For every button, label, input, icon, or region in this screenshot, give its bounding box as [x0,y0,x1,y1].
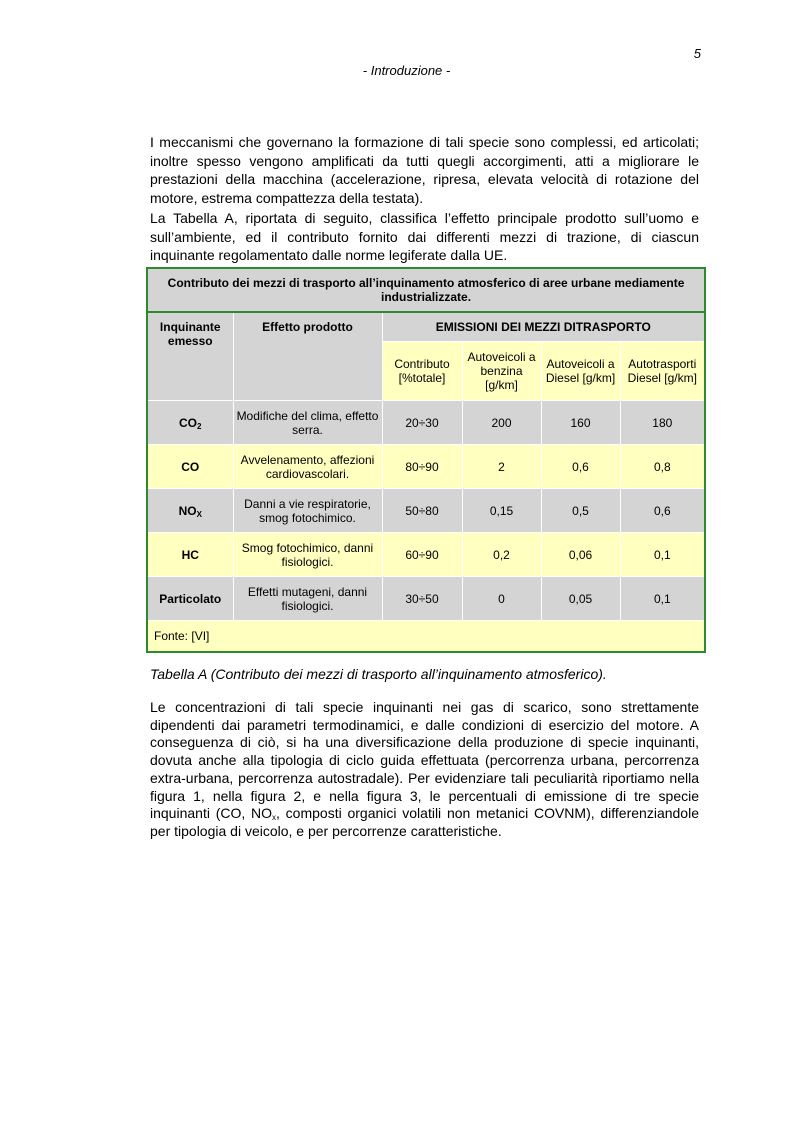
header-effect: Effetto prodotto [233,312,382,401]
subheader-autotrasporti: Autotrasporti Diesel [g/km] [620,342,705,401]
benzina-cell: 0 [462,577,541,621]
autotrasporti-cell: 0,1 [620,577,705,621]
header-pollutant: Inquinante emesso [147,312,233,401]
effect-cell: Smog fotochimico, danni fisiologici. [233,533,382,577]
header-emissions: EMISSIONI DEI MEZZI DITRASPORTO [382,312,705,342]
paragraph-table-reference: La Tabella A, riportata di seguito, classifica l’effetto principale prodotto sull’uomo e sull’ambiente, ed il contributo fornito dai differenti mezzi di trazione, di ciascun inquinante regolamentato dalle norme legiferate dalla UE. [150,210,699,263]
benzina-cell: 0,15 [462,489,541,533]
pollutant-cell: HC [147,533,233,577]
autotrasporti-cell: 0,6 [620,489,705,533]
table-row [147,533,705,577]
table-row [147,489,705,533]
paragraph-concentrations: Le concentrazioni di tali specie inquinanti nei gas di scarico, sono strettamente dipendenti dai parametri termodinamici, e dalle condizioni di esercizio del motore. A conseguenza di ciò, si ha una diversificazione della produzione di specie inquinanti, dovuta anche alla tipologia di ciclo guida effettuata (percorrenza urbana, percorrenza extra-urbana, percorrenza autostradale). Per evidenziare tali peculiarità riportiamo nella figura 1, nella figura 2, e nella figura 3, le percentuali di emissione di tre specie inquinanti (CO, $NO_x$, composti organici volatili non metanici COVNM), differenziandole per tipologia di veicolo, e per percorrenze caratteristiche. [150,699,699,839]
contributo-cell: 50÷80 [382,489,462,533]
effect-cell: Modifiche del clima, effetto serra. [233,401,382,445]
autotrasporti-cell: 0,1 [620,533,705,577]
contributo-cell: 60÷90 [382,533,462,577]
benzina-cell: 0,2 [462,533,541,577]
effect-cell: Avvelenamento, affezioni cardiovascolari. [233,445,382,489]
table-title: Contributo dei mezzi di trasporto all’inquinamento atmosferico di aree urbane mediamente industrializzate. [147,268,705,312]
autotrasporti-cell: 0,8 [620,445,705,489]
table-row [147,577,705,621]
pollutant-cell: CO [147,445,233,489]
emissions-table [146,267,706,653]
autotrasporti-cell: 180 [620,401,705,445]
table-source: Fonte: [VI] [147,621,705,653]
pollutant-cell: $CO_2$ [147,401,233,445]
table-caption: Tabella A (Contributo dei mezzi di trasporto all’inquinamento atmosferico). [150,666,607,682]
effect-cell: Danni a vie respiratorie, smog fotochimico. [233,489,382,533]
diesel-cell: 160 [541,401,620,445]
pollutant-cell: Particolato [147,577,233,621]
benzina-cell: 200 [462,401,541,445]
paragraph-intro: I meccanismi che governano la formazione di tali specie sono complessi, ed articolati; inoltre spesso vengono amplificati da tutti quegli accorgimenti, atti a migliorare le prestazioni della macchina (accelerazione, ripresa, elevata velocità di rotazione del motore, estrema compattezza della testata). [150,134,699,206]
subheader-contributo: Contributo [%totale] [382,342,462,401]
pollutant-cell: $NO_X$ [147,489,233,533]
contributo-cell: 80÷90 [382,445,462,489]
running-header: - Introduzione - [362,63,451,78]
table-source-row [147,621,705,653]
subheader-diesel: Autoveicoli a Diesel [g/km] [541,342,620,401]
table-title-row [147,268,705,312]
table-row [147,445,705,489]
contributo-cell: 20÷30 [382,401,462,445]
effect-cell: Effetti mutageni, danni fisiologici. [233,577,382,621]
diesel-cell: 0,05 [541,577,620,621]
table-row [147,401,705,445]
contributo-cell: 30÷50 [382,577,462,621]
diesel-cell: 0,6 [541,445,620,489]
subheader-benzina: Autoveicoli a benzina [g/km] [462,342,541,401]
page-number: 5 [693,46,701,61]
diesel-cell: 0,5 [541,489,620,533]
diesel-cell: 0,06 [541,533,620,577]
benzina-cell: 2 [462,445,541,489]
table-header-row [147,312,705,342]
